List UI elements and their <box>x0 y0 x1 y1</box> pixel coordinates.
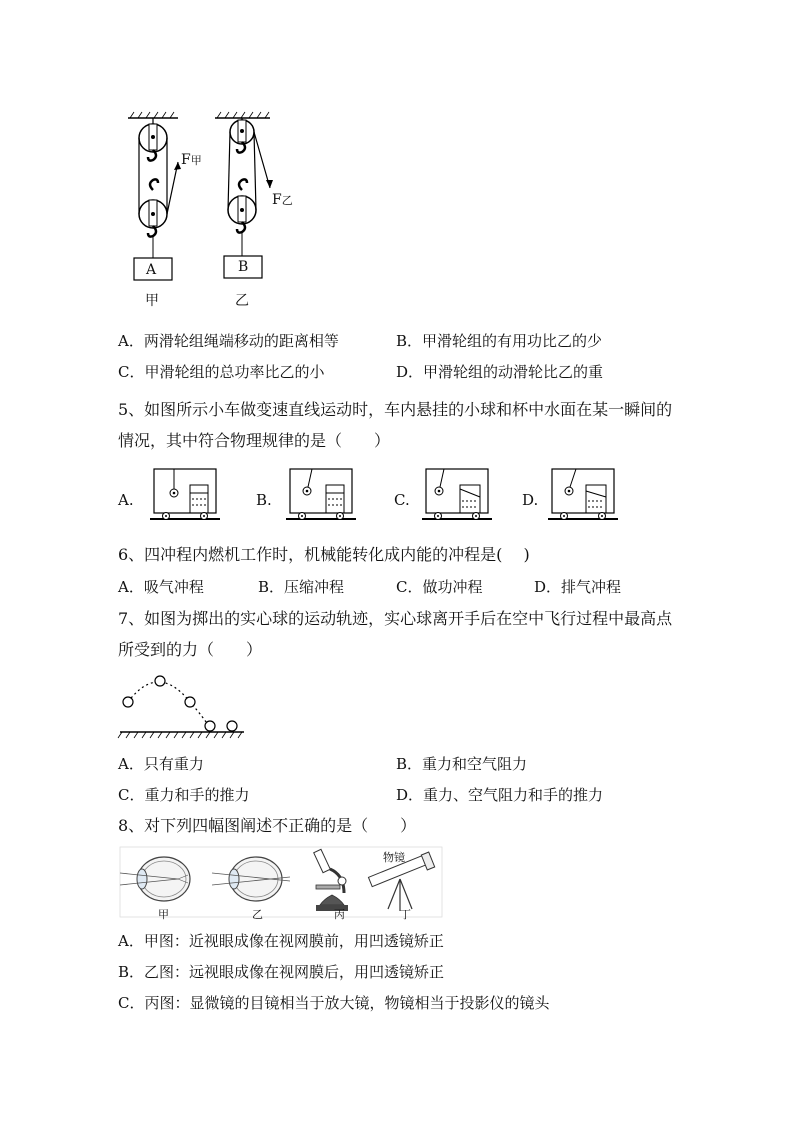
q4-option-d: D．甲滑轮组的动滑轮比乙的重 <box>396 363 604 381</box>
box-label-a: A <box>146 262 157 278</box>
q6-option-b: B．压缩冲程 <box>258 578 345 596</box>
cart-d <box>548 467 628 527</box>
q7-option-c: C．重力和手的推力 <box>118 786 250 804</box>
telescope-objective-label: 物镜 <box>383 851 405 864</box>
q4-option-c: C．甲滑轮组的总功率比乙的小 <box>118 363 325 381</box>
cart-b <box>286 467 366 527</box>
q6-text: 6、四冲程内燃机工作时，机械能转化成内能的冲程是( ) <box>118 545 530 564</box>
q8-fig-label-jia: 甲 <box>158 908 169 921</box>
q4-option-a: A．两滑轮组绳端移动的距离相等 <box>118 332 339 350</box>
q7-text-line1: 7、如图为掷出的实心球的运动轨迹，实心球离开手后在空中飞行过程中最高点 <box>118 609 673 628</box>
q8-fig-label-bing: 丙 <box>334 908 345 921</box>
q7-option-d: D．重力、空气阻力和手的推力 <box>396 786 604 804</box>
q5-label-d: D. <box>522 491 539 509</box>
q8-fig-label-yi: 乙 <box>252 908 263 921</box>
q7-option-a: A．只有重力 <box>118 755 204 773</box>
q7-text-line2: 所受到的力（ ） <box>118 640 263 659</box>
q8-option-a: A．甲图：近视眼成像在视网膜前，用凹透镜矫正 <box>118 932 444 950</box>
q7-option-b: B．重力和空气阻力 <box>396 755 528 773</box>
q5-label-b: B. <box>256 491 272 509</box>
q8-fig-label-ding: 丁 <box>400 908 411 921</box>
q4-option-b: B．甲滑轮组的有用功比乙的少 <box>396 332 603 350</box>
q6-option-d: D．排气冲程 <box>534 578 622 596</box>
q5-text-line1: 5、如图所示小车做变速直线运动时，车内悬挂的小球和杯中水面在某一瞬间的 <box>118 400 673 419</box>
q8-option-b: B．乙图：远视眼成像在视网膜后，用凹透镜矫正 <box>118 963 445 981</box>
caption-yi: 乙 <box>235 293 249 309</box>
q6-option-c: C．做功冲程 <box>396 578 483 596</box>
force-label-yi: F乙 <box>272 192 293 208</box>
cart-c <box>422 467 502 527</box>
box-label-b: B <box>238 259 249 275</box>
cart-a <box>150 467 230 527</box>
q8-option-c: C．丙图：显微镜的目镜相当于放大镜，物镜相当于投影仪的镜头 <box>118 994 550 1012</box>
pulley-diagram <box>120 110 320 310</box>
caption-jia: 甲 <box>145 293 159 309</box>
q5-text-line2: 情况，其中符合物理规律的是（ ） <box>118 431 391 450</box>
q8-text: 8、对下列四幅图阐述不正确的是（ ） <box>118 816 417 835</box>
q5-label-a: A. <box>118 491 134 509</box>
force-label-jia: F甲 <box>181 152 202 168</box>
q6-option-a: A．吸气冲程 <box>118 578 204 596</box>
trajectory-figure <box>118 670 248 740</box>
q5-label-c: C. <box>394 491 410 509</box>
